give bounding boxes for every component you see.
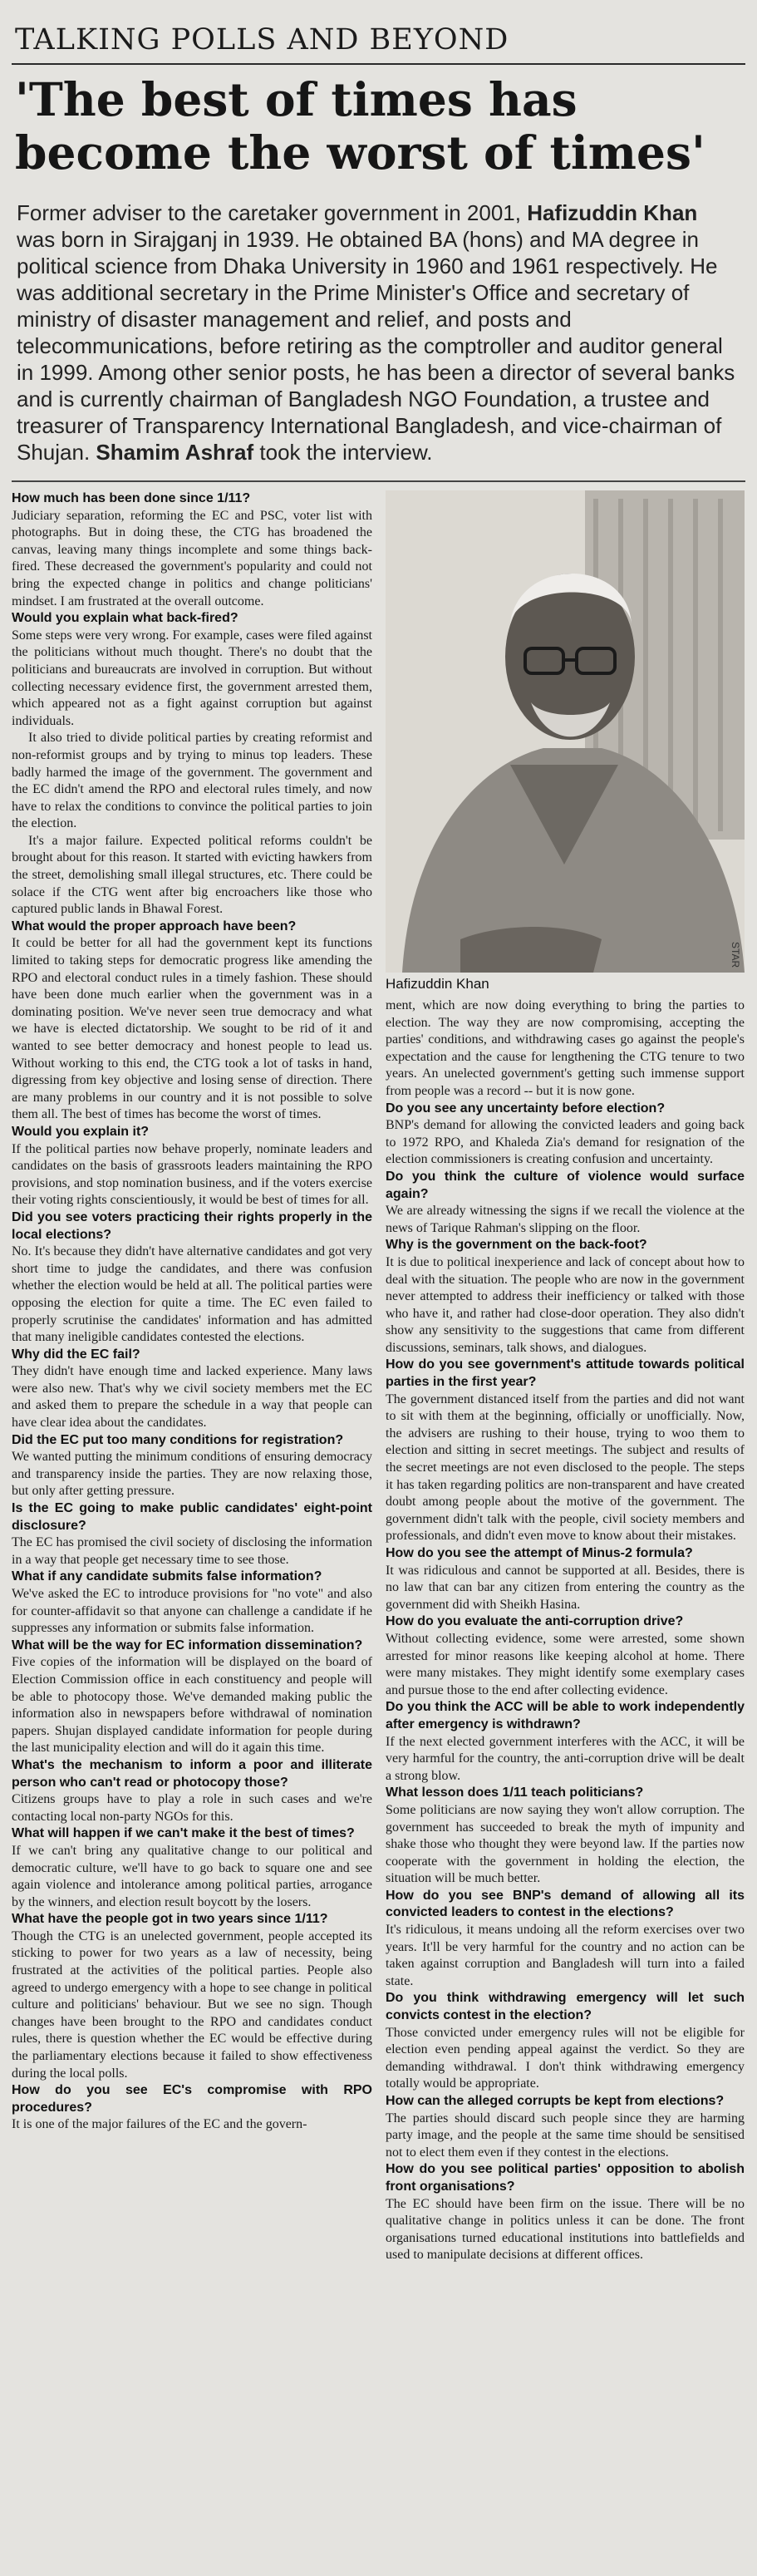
answer: Some politicians are now saying they won't allow corruption. The government has succeeded to break the myth of impunity and shake those who thought they were beyond law. If the parties now cooperate with the government in holding the election, the situation will be much better. <box>386 1802 745 1886</box>
question: Why did the EC fail? <box>12 1347 140 1362</box>
answer: It is due to political inexperience and lack of concept about how to deal with the situation. The people who are now in the government never attempted to address their inefficiency or talked with those who have it, and rather had close-door operation. They also didn't show any sensitivity to the suggestions that came from different discussions, seminars, talk shows, and dialogues. <box>386 1254 745 1355</box>
question: How much has been done since 1/11? <box>12 491 251 505</box>
question: What will be the way for EC information dissemination? <box>12 1638 363 1652</box>
intro-paragraph <box>17 199 740 465</box>
answer: The EC should have been firm on the issue. There will be no qualitative change in politics unless it can be done. The front organisations turned educational institutions into battlefields and used to manipulate decisions at different offices. <box>386 2196 745 2263</box>
interviewee-name: Hafizuddin Khan <box>527 200 698 225</box>
answer: The EC has promised the civil society of disclosing the information in a way that people get necessary time to see those. <box>12 1535 372 1567</box>
question: Did you see voters practicing their rights properly in the local elections? <box>12 1209 372 1242</box>
headline: 'The best of times has become the worst of times' <box>15 72 705 180</box>
answer: It also tried to divide political parties by creating reformist and non-reformist groups and by trying to minus top leaders. These badly harmed the image of the government. The government and the EC didn't amend the RPO and electoral rules timely, and now have to relax the conditions to convince the political parties to join the election. <box>12 731 372 831</box>
answer: If the next elected government interferes with the ACC, it will be very harmful for the country, the anti-corruption drive will be dealt a strong blow. <box>386 1734 745 1783</box>
answer: Citizens groups have to play a role in such cases and we're contacting local non-party NGOs for this. <box>12 1792 372 1824</box>
answer: We are already witnessing the signs if we recall the violence at the news of Tarique Rahman's slipping on the floor. <box>386 1204 745 1235</box>
answer: Some steps were very wrong. For example, cases were filed against the politicians without much thought. There's no doubt that the politicians and bureaucrats are involved in corruption. But without collecting necessary evidence first, the government arrested them, which appeared not as a fight against corruption but against individuals. <box>12 628 372 728</box>
question: What lesson does 1/11 teach politicians? <box>386 1785 644 1800</box>
question: What will happen if we can't make it the best of times? <box>12 1826 355 1841</box>
answer: It could be better for all had the government kept its functions limited to taking steps for democratic progress like amending the RPO and electoral conduct rules in a timely fashion. These should have been done much earlier when the government was in a dominating position. We've never seen true democracy and what we have is elected dictatorship. We sought to be rid of it and wanted to see better democracy and honest people to lead us. Without working to this end, the CTG took a lot of tasks in hand, digressing from key objective and losing sense of direction. There are many problems in our country and it is not possible to solve them all. The best of times has become the worst of times. <box>12 936 372 1122</box>
question: Do you think the ACC will be able to work independently after emergency is withdrawn? <box>386 1700 745 1731</box>
question: How do you see BNP's demand of allowing all its convicted leaders to contest in the elections? <box>386 1888 745 1920</box>
answer: Though the CTG is an unelected government, people accepted its sticking to power for two years as a law of necessity, being frustrated at the activities of the political parties. People also agreed to undergo emergency with a hope to see change in political culture and politicians' behaviour. But we see no sign. Though changes have been brought to the RPO and candidates conduct rules, there is question whether the EC would be effective during the parliamentary elections because it failed to show effectiveness during the local polls. <box>12 1928 372 2081</box>
question: What would the proper approach have been? <box>12 919 297 933</box>
question: What's the mechanism to inform a poor and illiterate person who can't read or photocopy those? <box>12 1757 372 1790</box>
question: Do you think withdrawing emergency will let such convicts contest in the election? <box>386 1991 745 2023</box>
question: Why is the government on the back-foot? <box>386 1238 647 1253</box>
question: Did the EC put too many conditions for registration? <box>12 1432 344 1447</box>
interviewer-name: Shamim Ashraf <box>96 440 254 465</box>
answer: No. It's because they didn't have alternative candidates and got very short time to judge the candidates, and there was confusion whether the election would be held at all. The political parties were opposing the election for quite a time. The EC even failed to properly scrutinise the candidates' information and has admitted that many ineligible candidates contested the elections. <box>12 1244 372 1345</box>
portrait-photo <box>386 490 745 973</box>
answer: We wanted putting the minimum conditions of ensuring democracy and transparency inside the parties. They are now relaxing those, but only after getting pressure. <box>12 1450 372 1499</box>
question: Do you think the culture of violence would surface again? <box>386 1169 745 1201</box>
answer: They didn't have enough time and lacked experience. Many laws were also new. That's why we civil society members met the EC and asked them to prepare the schedule in a way that people can have clear idea about the candidates. <box>12 1364 372 1431</box>
answer: ment, which are now doing everything to bring the parties to election. The way they are now compromising, accepting the parties' conditions, and withdrawing cases go against the people's expectation and the cause for lengthening the CTG tenure to two years. An unelected government's getting such immense support from people was a record -- but it is now gone. <box>386 998 745 1098</box>
question: How do you see government's attitude towards political parties in the first year? <box>386 1357 745 1390</box>
answer: The government distanced itself from the parties and did not want to sit with them at the beginning, officially or unofficially. Now, the advisers are rushing to their house, trying to woo them to election and sitting in secret meetings. The subject and results of the secret meetings are not even disclosed to the people. The steps it has taken regarding politics are non-transparent and have created doubt among people about the motive of the government. The government didn't talk with the people, civil society members and professionals, and didn't even move to know about their mistakes. <box>386 1391 745 1544</box>
article-body <box>12 490 745 2427</box>
right-column <box>386 997 745 2264</box>
intro-text-1: Former adviser to the caretaker government in 2001, <box>17 200 528 225</box>
photo-caption: Hafizuddin Khan <box>386 976 489 992</box>
answer: It's ridiculous, it means undoing all the reform exercises over two years. It'll be very harmful for the country and no action can be taken against corruption and Bangladesh will turn into a failed state. <box>386 1923 745 1988</box>
answer: Those convicted under emergency rules will not be eligible for election even pending appeal against the verdict. So they are demanding withdrawal. I don't think withdrawing emergency totally would be appropriate. <box>386 2025 745 2091</box>
answer: BNP's demand for allowing the convicted leaders and going back to 1972 RPO, and Khaleda Zia's demand for resignation of the election commissioners is creating confusion and uncertainty. <box>386 1118 745 1167</box>
question: Would you explain it? <box>12 1124 150 1139</box>
section-kicker: TALKING POLLS AND BEYOND <box>15 23 509 57</box>
question: How do you see the attempt of Minus-2 formula? <box>386 1546 693 1560</box>
question: Would you explain what back-fired? <box>12 611 238 626</box>
answer: We've asked the EC to introduce provisions for "no vote" and also for counter-affidavit so that anyone can challenge a candidate if he suppresses any information or submits false information. <box>12 1587 372 1636</box>
kicker-rule <box>12 63 745 65</box>
question: How can the alleged corrupts be kept from elections? <box>386 2094 725 2108</box>
question: How do you see political parties' opposition to abolish front organisations? <box>386 2162 745 2194</box>
answer: Without collecting evidence, some were arrested, some shown arrested for minor reasons like keeping alcohol at home. There were many mistakes. They might identify some exemplary cases and pursue those to the end after collecting evidence. <box>386 1631 745 1697</box>
intro-rule <box>12 480 745 482</box>
intro-text-3: took the interview. <box>253 440 433 465</box>
intro-text-2: was born in Sirajganj in 1939. He obtained BA (hons) and MA degree in political science from Dhaka University in 1960 and 1961 respectively. He was additional secretary in the Prime Minister's Office and secretary of ministry of disaster management and relief, and posts and telecommunications, before retiring as the comptroller and auditor general in 1999. Among other senior posts, he has been a director of several banks and is currently chairman of Bangladesh NGO Foundation, a trustee and treasurer of Transparency International Bangladesh, and vice-chairman of Shujan. <box>17 227 735 465</box>
left-column <box>12 490 372 2134</box>
question: How do you evaluate the anti-corruption drive? <box>386 1614 684 1629</box>
question: How do you see EC's compromise with RPO procedures? <box>12 2083 372 2115</box>
answer: If the political parties now behave properly, nominate leaders and candidates on the basis of grassroots leaders maintaining the RPO provisions, and stop nomination business, and if the voters exercise their voting rights conscientiously, it would be best of times for all. <box>12 1141 372 1208</box>
answer: If we can't bring any qualitative change to our political and democratic culture, we'll have to go back to square one and see again violence and intolerance among political parties, arrogance by the winners, and election result boycott by the losers. <box>12 1843 372 1909</box>
portrait-illustration <box>386 490 745 973</box>
answer: Five copies of the information will be displayed on the board of Election Commission office in each constituency and people will be able to photocopy those. We've demanded making public the information also in newspapers before withdrawal of nomination papers. Shujan displayed candidate information for people during the last municipality election and will do it again this time. <box>12 1655 372 1756</box>
answer: It's a major failure. Expected political reforms couldn't be brought about for this reason. It started with evicting hawkers from the street, demolishing small illegal structures, etc. There could be solace if the CTG went after big encroachers like those who captured public lands in Bhawal Forest. <box>12 833 372 917</box>
answer: It was ridiculous and cannot be supported at all. Besides, there is no law that can bar any citizen from entering the country as the government did with Sheikh Hasina. <box>386 1563 745 1612</box>
question: Is the EC going to make public candidates' eight-point disclosure? <box>12 1501 372 1533</box>
question: What if any candidate submits false information? <box>12 1569 322 1584</box>
question: Do you see any uncertainty before election? <box>386 1101 666 1116</box>
question: What have the people got in two years since 1/11? <box>12 1912 328 1927</box>
answer: It is one of the major failures of the EC and the govern- <box>12 2117 307 2132</box>
answer: Judiciary separation, reforming the EC and PSC, voter list with photographs. But in doing these, the CTG has broadened the canvas, leaving many things incomplete and some things back-fired. These decreased the government's popularity and could not bring the expected change in politics and change politicians' mindset. I am frustrated at the overall outcome. <box>12 508 372 608</box>
photo-credit: STAR <box>730 941 741 968</box>
answer: The parties should discard such people since they are harming party image, and the people at the same time should be sensitised not to elect them even if they contest in the elections. <box>386 2111 745 2160</box>
